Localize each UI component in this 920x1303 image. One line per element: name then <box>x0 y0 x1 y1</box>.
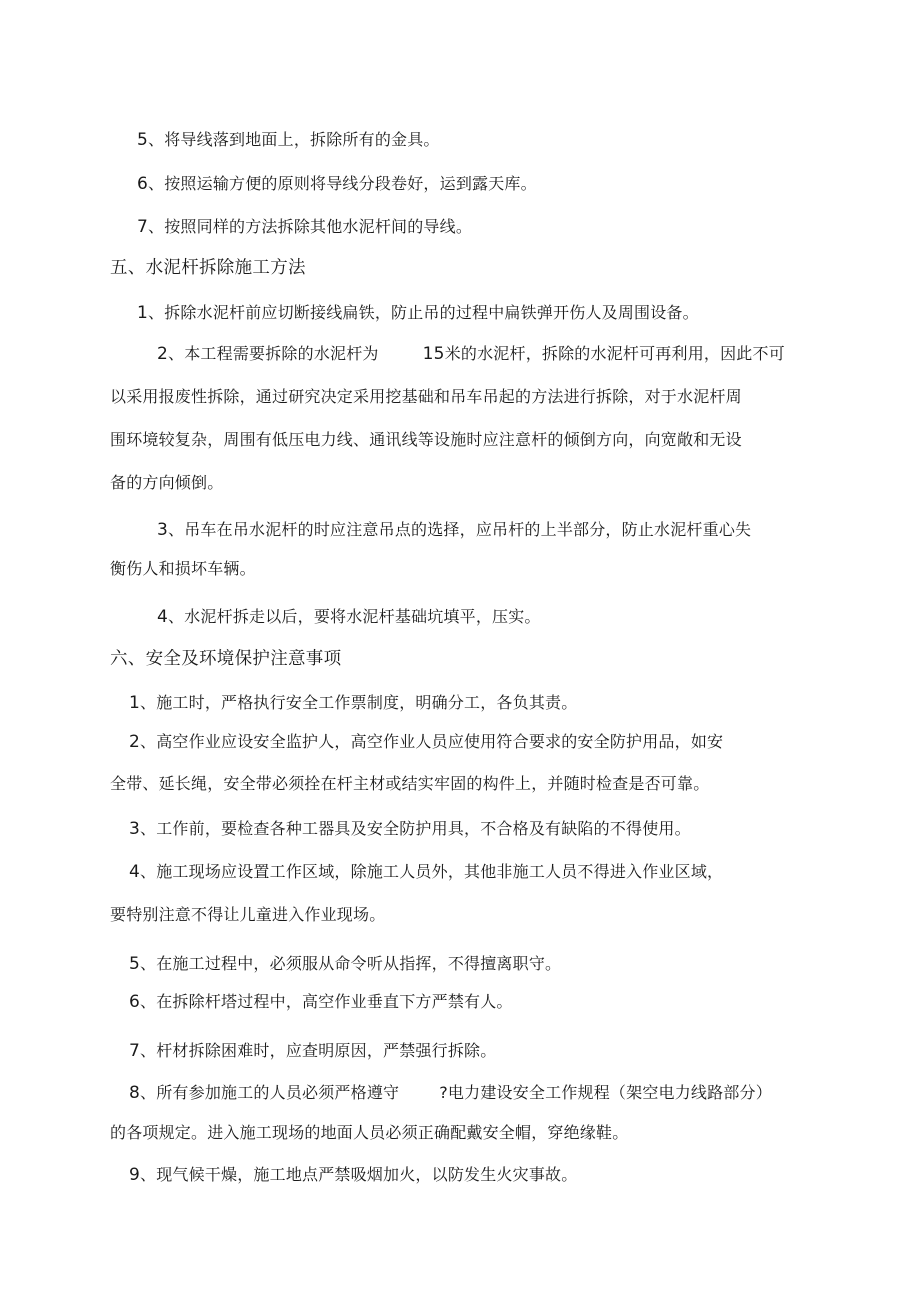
item-number: 6 <box>129 992 141 1012</box>
item-number: 5 <box>137 130 149 150</box>
list-item-5-1 <box>137 302 699 324</box>
list-item-5-2-line2: 以采用报废性拆除，通过研究决定采用挖基础和吊车吊起的方法进行拆除，对于水泥杆周 <box>110 387 742 406</box>
item-text: 、施工时，严格执行安全工作票制度，明确分工，各负其责。 <box>140 693 578 712</box>
item-number: 4 <box>157 607 169 627</box>
item-number: 3 <box>129 819 141 839</box>
section-heading-5: 五、水泥杆拆除施工方法 <box>110 258 306 278</box>
item-text: 、在施工过程中，必须服从命令听从指挥，不得擅离职守。 <box>140 954 562 973</box>
list-item-5-2-line4: 备的方向倾倒。 <box>110 473 224 492</box>
item-inline-number: 15 <box>422 344 445 364</box>
section-heading-6: 六、安全及环境保护注意事项 <box>110 649 342 669</box>
item-text: 、现气候干燥，施工地点严禁吸烟加火，以防发生火灾事故。 <box>140 1165 578 1184</box>
list-item-5-4 <box>157 606 541 628</box>
list-item-6-4-line2: 要特别注意不得让儿童进入作业现场。 <box>110 905 386 924</box>
list-item-6-5 <box>129 953 561 975</box>
list-item-5-2 <box>157 343 785 365</box>
item-text: 、吊车在吊水泥杆的时应注意吊点的选择，应吊杆的上半部分，防止水泥杆重心失 <box>168 520 752 539</box>
item-text: 、杆材拆除困难时，应查明原因，严禁强行拆除。 <box>140 1041 497 1060</box>
list-item-6-4 <box>129 861 723 883</box>
item-number: 6 <box>137 174 149 194</box>
item-text: 、水泥杆拆走以后，要将水泥杆基础坑填平，压实。 <box>168 607 541 626</box>
item-text: 、本工程需要拆除的水泥杆为 <box>168 344 379 363</box>
list-item-6-7 <box>129 1040 496 1062</box>
item-number: 1 <box>137 303 149 323</box>
item-number: 5 <box>129 954 141 974</box>
item-text: 、所有参加施工的人员必须严格遵守 <box>140 1083 400 1102</box>
item-text: 、按照运输方便的原则将导线分段卷好，运到露天库。 <box>148 174 537 193</box>
list-item-5-3-line2: 衡伤人和损坏车辆。 <box>110 559 256 578</box>
item-number: 2 <box>157 344 169 364</box>
list-item-6-8 <box>129 1082 772 1104</box>
list-item-5-3 <box>157 519 751 541</box>
item-number: 4 <box>129 862 141 882</box>
list-item-4-6 <box>137 173 537 195</box>
item-text: 、施工现场应设置工作区域，除施工人员外，其他非施工人员不得进入作业区域， <box>140 862 724 881</box>
item-text: 、将导线落到地面上，拆除所有的金具。 <box>148 130 440 149</box>
list-item-6-2-line2: 全带、延长绳，安全带必须拴在杆主材或结实牢固的构件上，并随时检查是否可靠。 <box>110 774 710 793</box>
item-number: 9 <box>129 1165 141 1185</box>
item-text: 、按照同样的方法拆除其他水泥杆间的导线。 <box>148 217 473 236</box>
item-text: 、拆除水泥杆前应切断接线扁铁，防止吊的过程中扁铁弹开伤人及周围设备。 <box>148 303 699 322</box>
list-item-6-1 <box>129 692 577 714</box>
item-number: 7 <box>129 1041 141 1061</box>
list-item-4-7 <box>137 216 472 238</box>
list-item-4-5 <box>137 129 440 151</box>
item-text-cont: ?电力建设安全工作规程（架空电力线路部分） <box>439 1083 772 1102</box>
list-item-6-2 <box>129 731 723 753</box>
item-text: 、在拆除杆塔过程中，高空作业垂直下方严禁有人。 <box>140 992 513 1011</box>
list-item-6-3 <box>129 818 691 840</box>
item-number: 3 <box>157 520 169 540</box>
item-text-cont: 米的水泥杆，拆除的水泥杆可再利用，因此不可 <box>444 344 785 363</box>
item-text: 、工作前，要检查各种工器具及安全防护用具，不合格及有缺陷的不得使用。 <box>140 819 691 838</box>
item-number: 2 <box>129 732 141 752</box>
item-number: 7 <box>137 217 149 237</box>
list-item-6-8-line2: 的各项规定。进入施工现场的地面人员必须正确配戴安全帽，穿绝缘鞋。 <box>110 1123 629 1142</box>
item-number: 1 <box>129 693 141 713</box>
list-item-5-2-line3: 围环境较复杂，周围有低压电力线、通讯线等设施时应注意杆的倾倒方向，向宽敞和无设 <box>110 430 742 449</box>
list-item-6-9 <box>129 1164 577 1186</box>
list-item-6-6 <box>129 991 513 1013</box>
item-text: 、高空作业应设安全监护人，高空作业人员应使用符合要求的安全防护用品，如安 <box>140 732 724 751</box>
item-number: 8 <box>129 1083 141 1103</box>
